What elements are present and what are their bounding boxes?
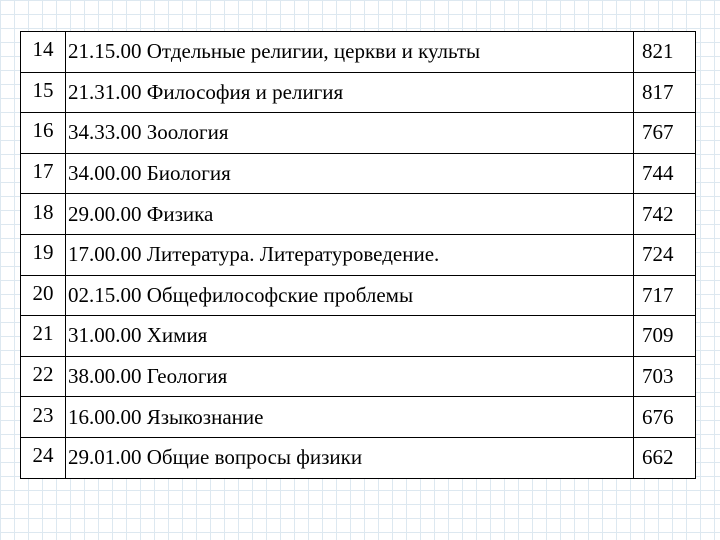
table-row (21, 194, 696, 235)
row-number: 17 (32, 159, 54, 184)
count-cell (634, 194, 696, 235)
subject-cell (66, 194, 634, 235)
subject-text: 38.00.00 Геология (68, 364, 228, 389)
subject-text: 02.15.00 Общефилософские проблемы (68, 282, 414, 307)
subject-cell (66, 234, 634, 275)
row-number-cell (21, 113, 66, 154)
row-number-cell (21, 72, 66, 113)
count-value: 724 (642, 242, 674, 267)
count-value: 709 (642, 323, 674, 348)
subject-text: 17.00.00 Литература. Литературоведение. (68, 242, 440, 267)
table-row (21, 356, 696, 397)
row-number: 23 (32, 402, 54, 427)
subject-text: 21.15.00 Отдельные религии, церкви и культы (68, 39, 481, 64)
row-number: 20 (32, 280, 54, 305)
table-row (21, 32, 696, 73)
count-value: 821 (642, 39, 674, 64)
table-row (21, 316, 696, 357)
table-row (21, 113, 696, 154)
subject-cell (66, 275, 634, 316)
count-cell (634, 72, 696, 113)
count-cell (634, 356, 696, 397)
count-cell (634, 234, 696, 275)
count-cell (634, 32, 696, 73)
row-number-cell (21, 234, 66, 275)
table-row (21, 72, 696, 113)
row-number-cell (21, 316, 66, 357)
subject-cell (66, 356, 634, 397)
table-row (21, 275, 696, 316)
subject-text: 21.31.00 Философия и религия (68, 79, 344, 104)
subject-text: 29.01.00 Общие вопросы физики (68, 445, 363, 470)
count-value: 742 (642, 201, 674, 226)
row-number-cell (21, 397, 66, 438)
subject-cell (66, 113, 634, 154)
count-value: 717 (642, 282, 674, 307)
row-number-cell (21, 32, 66, 73)
row-number: 15 (32, 77, 54, 102)
subject-text: 31.00.00 Химия (68, 323, 208, 348)
subject-cell (66, 437, 634, 478)
row-number-cell (21, 275, 66, 316)
count-value: 703 (642, 364, 674, 389)
row-number-cell (21, 153, 66, 194)
count-cell (634, 437, 696, 478)
subject-cell (66, 397, 634, 438)
row-number: 21 (32, 321, 54, 346)
row-number: 22 (32, 362, 54, 387)
row-number-cell (21, 194, 66, 235)
count-value: 744 (642, 161, 674, 186)
subject-text: 29.00.00 Физика (68, 201, 214, 226)
table-row (21, 397, 696, 438)
count-value: 767 (642, 120, 674, 145)
subject-cell (66, 153, 634, 194)
count-value: 817 (642, 79, 674, 104)
row-number: 16 (32, 118, 54, 143)
count-cell (634, 275, 696, 316)
count-value: 662 (642, 445, 674, 470)
count-value: 676 (642, 404, 674, 429)
row-number: 19 (32, 240, 54, 265)
row-number-cell (21, 356, 66, 397)
row-number-cell (21, 437, 66, 478)
table-row (21, 153, 696, 194)
table-row (21, 437, 696, 478)
row-number: 14 (32, 37, 54, 62)
subject-cell (66, 32, 634, 73)
subject-text: 34.33.00 Зоология (68, 120, 229, 145)
row-number: 18 (32, 199, 54, 224)
count-cell (634, 316, 696, 357)
count-cell (634, 113, 696, 154)
subject-text: 16.00.00 Языкознание (68, 404, 264, 429)
table-row (21, 234, 696, 275)
count-cell (634, 153, 696, 194)
ranking-table-body (21, 32, 696, 479)
subject-text: 34.00.00 Биология (68, 161, 231, 186)
row-number: 24 (32, 443, 54, 468)
subject-cell (66, 72, 634, 113)
count-cell (634, 397, 696, 438)
ranking-table (20, 31, 696, 479)
subject-cell (66, 316, 634, 357)
